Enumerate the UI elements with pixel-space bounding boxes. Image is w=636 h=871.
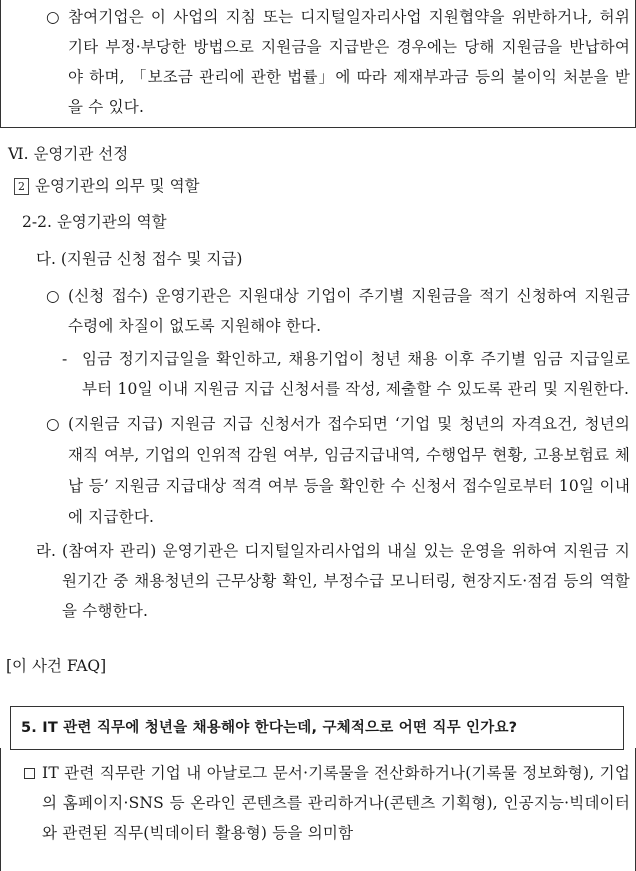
item-ra-paragraph: (참여자 관리) 운영기관은 디지털일자리사업의 내실 있는 운영을 위하여 지원금 지원기간 중 채용청년의 근무상황 확인, 부정수급 모니터링, 현장지도·점검 등의 역할을 수행한다. [62,542,630,620]
dash-paragraph: 임금 정기지급일을 확인하고, 채용기업이 청년 채용 이후 주기별 임금 지급일로부터 10일 이내 지원금 지급 신청서를 작성, 제출할 수 있도록 관리 및 지원한다. [82,350,630,398]
sub-subsection-title: 2-2. 운영기관의 역할 [22,213,167,231]
intro-bullet: ○ [46,8,60,26]
subsection-title: 운영기관의 의무 및 역할 [35,177,200,195]
item-ra-label: 라. [36,542,56,560]
subsection-number-box: 2 [14,178,29,195]
faq-question-box: 5. IT 관련 직무에 청년을 채용해야 한다는데, 구체적으로 어떤 직무 인가요? [10,706,624,750]
pay-bullet: ○ [46,415,60,433]
section-title: Ⅵ. 운영기관 선정 [8,145,129,163]
apply-bullet: ○ [46,287,60,305]
subsection-heading [14,174,200,198]
faq-answer-paragraph: IT 관련 직무란 기업 내 아날로그 문서·기록물을 전산화하거나(기록물 정보화형), 기업의 홈페이지·SNS 등 온라인 콘텐츠를 관리하거나(콘텐츠 기획형), 인공지능·빅데이터와 관련된 직무(빅데이터 활용형) 등을 의미함 [42,764,630,842]
dash-bullet: - [62,350,68,368]
intro-paragraph: 참여기업은 이 사업의 지침 또는 디지털일자리사업 지원협약을 위반하거나, 허위 기타 부정·부당한 방법으로 지원금을 지급받은 경우에는 당해 지원금을 반납하여야 하며, 「보조금 관리에 관한 법률」에 따라 제재부과금 등의 불이익 처분을 받을 수 있다. [68,8,630,116]
answer-square-bullet [24,768,35,779]
faq-section-title: [이 사건 FAQ] [6,657,107,675]
apply-paragraph: (신청 접수) 운영기관은 지원대상 기업이 주기별 지원금을 적기 신청하여 지원금 수령에 차질이 없도록 지원해야 한다. [68,287,630,335]
item-da-heading: 다. (지원금 신청 접수 및 지급) [36,250,243,268]
pay-paragraph: (지원금 지급) 지원금 지급 신청서가 접수되면 ‘기업 및 청년의 자격요건, 청년의 재직 여부, 기업의 인위적 감원 여부, 임금지급내역, 수행업무 현황, 고용보험료 체납 등’ 지원금 지급대상 적격 여부 등을 확인한 수 신청서 접수일로부터 10일 이내에 지급한다. [68,415,630,526]
